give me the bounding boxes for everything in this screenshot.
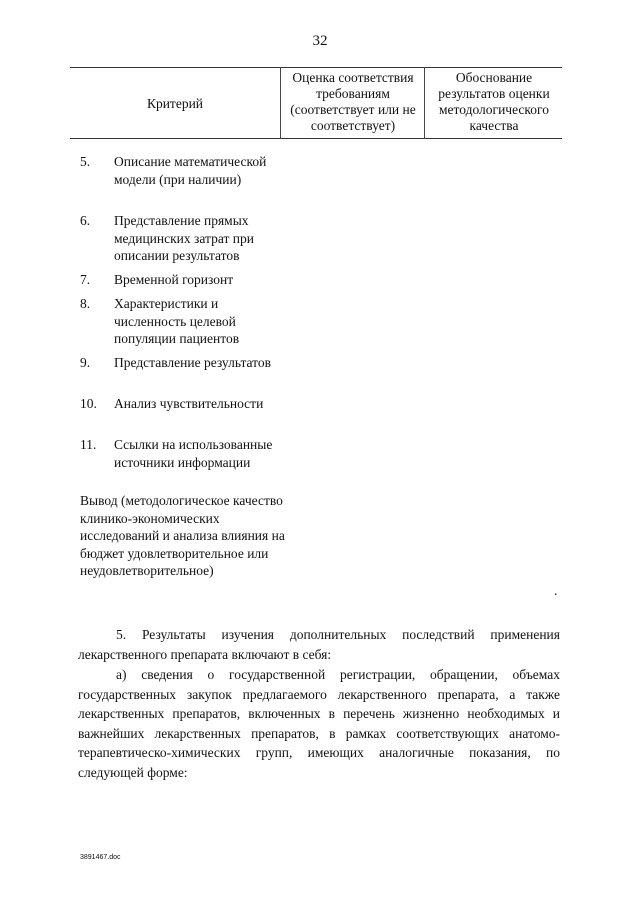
row-number: 6. (80, 213, 91, 228)
trailing-mark: . (554, 583, 558, 598)
header-criterion: Критерий (146, 96, 204, 111)
table-conclusion: Вывод (методологическое качество клинико-экономических исследований и анализа влияния на бюджет удовлетворительное или неудовлетворительное) (80, 493, 285, 578)
page-number: 32 (312, 33, 328, 49)
row-criterion: Ссылки на использованные источники информации (114, 437, 273, 470)
header-compliance: Оценка соответствия требованиям (соответствует или не соответствует) (290, 70, 416, 133)
row-number: 11. (80, 437, 97, 452)
row-criterion: Временной горизонт (114, 272, 234, 287)
table-column-divider (280, 67, 281, 139)
row-criterion: Представление прямых медицинских затрат при описании результатов (114, 213, 254, 263)
row-number: 5. (80, 154, 91, 169)
row-number: 9. (80, 355, 91, 370)
footer-filename: 3891467.doc (80, 854, 121, 861)
row-number: 10. (80, 396, 97, 411)
paragraph-results: 5. Результаты изучения дополнительных последствий применения лекарственного препарата включают в себя: (78, 627, 560, 662)
row-criterion: Представление результатов (114, 355, 272, 370)
row-criterion: Характеристики и численность целевой популяции пациентов (114, 296, 240, 346)
row-number: 7. (80, 272, 91, 287)
table-top-rule (70, 67, 562, 68)
table-column-divider (424, 67, 425, 139)
table-header-bottom-rule (70, 138, 562, 139)
row-number: 8. (80, 296, 91, 311)
header-justification: Обоснование результатов оценки методологического качества (438, 70, 550, 133)
row-criterion: Анализ чувствительности (114, 396, 264, 411)
paragraph-subitem-a: а) сведения о государственной регистрации, обращении, объемах государственных закупок предлагаемого лекарственного препарата, а также лекарственных препаратов, включенных в перечень жизненно необходимых и важнейших лекарственных препаратов, в рамках соответствующих анатомо-терапевтическо-химических групп, имеющих аналогичные показания, по следующей форме: (78, 667, 560, 780)
row-criterion: Описание математической модели (при наличии) (114, 154, 267, 187)
